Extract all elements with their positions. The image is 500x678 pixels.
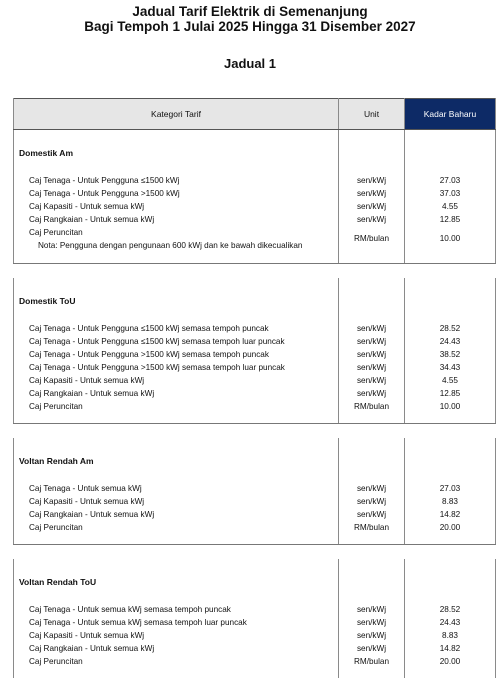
- tariff-row-label: Caj Kapasiti - Untuk semua kWj: [14, 200, 338, 213]
- section-gap: [14, 424, 496, 439]
- tariff-row-unit: sen/kWj: [339, 629, 404, 642]
- tariff-row-label: Caj Kapasiti - Untuk semua kWj: [14, 629, 338, 642]
- tariff-row-rate: 24.43: [405, 616, 495, 629]
- tariff-row-label: Caj Tenaga - Untuk Pengguna >1500 kWj semasa tempoh puncak: [14, 348, 338, 361]
- tariff-section: [14, 559, 496, 678]
- tariff-section: [14, 438, 496, 545]
- tariff-row-rate: 8.83: [405, 629, 495, 642]
- section-rate-cell: [405, 278, 496, 424]
- tariff-row-rate: 37.03: [405, 187, 495, 200]
- tariff-row-label: Caj Rangkaian - Untuk semua kWj: [14, 213, 338, 226]
- tariff-row-rate: 12.85: [405, 387, 495, 400]
- tariff-row-label: Caj Tenaga - Untuk Pengguna ≤1500 kWj semasa tempoh puncak: [14, 322, 338, 335]
- tariff-row-label: Caj Rangkaian - Untuk semua kWj: [14, 387, 338, 400]
- tariff-row-unit: sen/kWj: [339, 374, 404, 387]
- column-header-unit: Unit: [339, 99, 405, 130]
- tariff-row-note: Nota: Pengguna dengan pengunaan 600 kWj dan ke bawah dikecualikan: [14, 239, 338, 253]
- tariff-row-label: Caj Tenaga - Untuk semua kWj semasa tempoh puncak: [14, 603, 338, 616]
- section-title: Domestik Am: [14, 130, 338, 162]
- tariff-row-rate: 20.00: [405, 521, 495, 534]
- section-category-cell: [14, 438, 339, 545]
- tariff-row-unit: sen/kWj: [339, 174, 404, 187]
- tariff-row-label: Caj Peruncitan: [14, 400, 338, 413]
- section-category-cell: [14, 559, 339, 678]
- tariff-row-label: Caj Tenaga - Untuk Pengguna >1500 kWj semasa tempoh luar puncak: [14, 361, 338, 374]
- section-rate-cell: [405, 438, 496, 545]
- tariff-row-unit: sen/kWj: [339, 213, 404, 226]
- tariff-row-unit: RM/bulan: [339, 521, 404, 534]
- tariff-row-unit: sen/kWj: [339, 348, 404, 361]
- section-gap: [14, 264, 496, 279]
- section-category-cell: [14, 278, 339, 424]
- tariff-row-rate: 28.52: [405, 603, 495, 616]
- column-header-category: Kategori Tarif: [14, 99, 339, 130]
- tariff-row-rate: 24.43: [405, 335, 495, 348]
- tariff-row-label: Caj Tenaga - Untuk Pengguna >1500 kWj: [14, 187, 338, 200]
- document-title-line2: Bagi Tempoh 1 Julai 2025 Hingga 31 Disember 2027: [0, 19, 500, 34]
- tariff-row-rate: 20.00: [405, 655, 495, 668]
- section-rate-cell: [405, 559, 496, 678]
- tariff-row-rate: 4.55: [405, 374, 495, 387]
- tariff-row-label: Caj Tenaga - Untuk semua kWj: [14, 482, 338, 495]
- tariff-row-rate: 10.00: [405, 400, 495, 413]
- tariff-table-body: [14, 130, 496, 678]
- section-rate-cell: [405, 130, 496, 264]
- tariff-row-rate: 12.85: [405, 213, 495, 226]
- tariff-row-unit: sen/kWj: [339, 603, 404, 616]
- tariff-row-label: Caj Tenaga - Untuk semua kWj semasa tempoh luar puncak: [14, 616, 338, 629]
- section-gap: [14, 545, 496, 560]
- tariff-row-unit: sen/kWj: [339, 361, 404, 374]
- section-unit-cell: [339, 559, 405, 678]
- tariff-row-rate: 4.55: [405, 200, 495, 213]
- tariff-row-label: Caj Peruncitan: [14, 655, 338, 668]
- document-title-line1: Jadual Tarif Elektrik di Semenanjung: [0, 0, 500, 19]
- section-unit-cell: [339, 438, 405, 545]
- tariff-row-unit: RM/bulan: [339, 655, 404, 668]
- tariff-table-header: [14, 99, 496, 130]
- tariff-section: [14, 130, 496, 264]
- tariff-row-rate: 10.00: [405, 228, 495, 249]
- tariff-row-label: Caj Kapasiti - Untuk semua kWj: [14, 374, 338, 387]
- section-unit-cell: [339, 278, 405, 424]
- tariff-row-unit: sen/kWj: [339, 508, 404, 521]
- tariff-row-unit: sen/kWj: [339, 335, 404, 348]
- tariff-row-unit: sen/kWj: [339, 495, 404, 508]
- tariff-row-label: Caj Peruncitan: [14, 226, 338, 239]
- tariff-row-unit: RM/bulan: [339, 400, 404, 413]
- tariff-row-rate: 14.82: [405, 508, 495, 521]
- tariff-row-label: Caj Peruncitan: [14, 521, 338, 534]
- tariff-section: [14, 278, 496, 424]
- tariff-row-rate: 27.03: [405, 174, 495, 187]
- tariff-row-rate: 38.52: [405, 348, 495, 361]
- tariff-row-unit: sen/kWj: [339, 322, 404, 335]
- section-title: Voltan Rendah Am: [14, 438, 338, 470]
- tariff-row-rate: 8.83: [405, 495, 495, 508]
- tariff-row-unit: RM/bulan: [339, 228, 404, 249]
- tariff-table: [13, 98, 496, 678]
- section-title: Domestik ToU: [14, 278, 338, 310]
- tariff-row-rate: 34.43: [405, 361, 495, 374]
- tariff-row-unit: sen/kWj: [339, 187, 404, 200]
- tariff-row-rate: 28.52: [405, 322, 495, 335]
- section-unit-cell: [339, 130, 405, 264]
- tariff-row-label: Caj Tenaga - Untuk Pengguna ≤1500 kWj: [14, 174, 338, 187]
- tariff-row-unit: sen/kWj: [339, 387, 404, 400]
- tariff-row-unit: sen/kWj: [339, 482, 404, 495]
- tariff-row-label: Caj Tenaga - Untuk Pengguna ≤1500 kWj semasa tempoh luar puncak: [14, 335, 338, 348]
- tariff-row-rate: 14.82: [405, 642, 495, 655]
- section-title: Voltan Rendah ToU: [14, 559, 338, 591]
- tariff-row-unit: sen/kWj: [339, 616, 404, 629]
- tariff-row-unit: sen/kWj: [339, 200, 404, 213]
- tariff-row-label: Caj Rangkaian - Untuk semua kWj: [14, 642, 338, 655]
- table-caption: Jadual 1: [0, 56, 500, 71]
- tariff-row-label: Caj Rangkaian - Untuk semua kWj: [14, 508, 338, 521]
- tariff-row-rate: 27.03: [405, 482, 495, 495]
- column-header-rate: Kadar Baharu: [405, 99, 496, 130]
- tariff-row-unit: sen/kWj: [339, 642, 404, 655]
- section-category-cell: [14, 130, 339, 264]
- tariff-row-label: Caj Kapasiti - Untuk semua kWj: [14, 495, 338, 508]
